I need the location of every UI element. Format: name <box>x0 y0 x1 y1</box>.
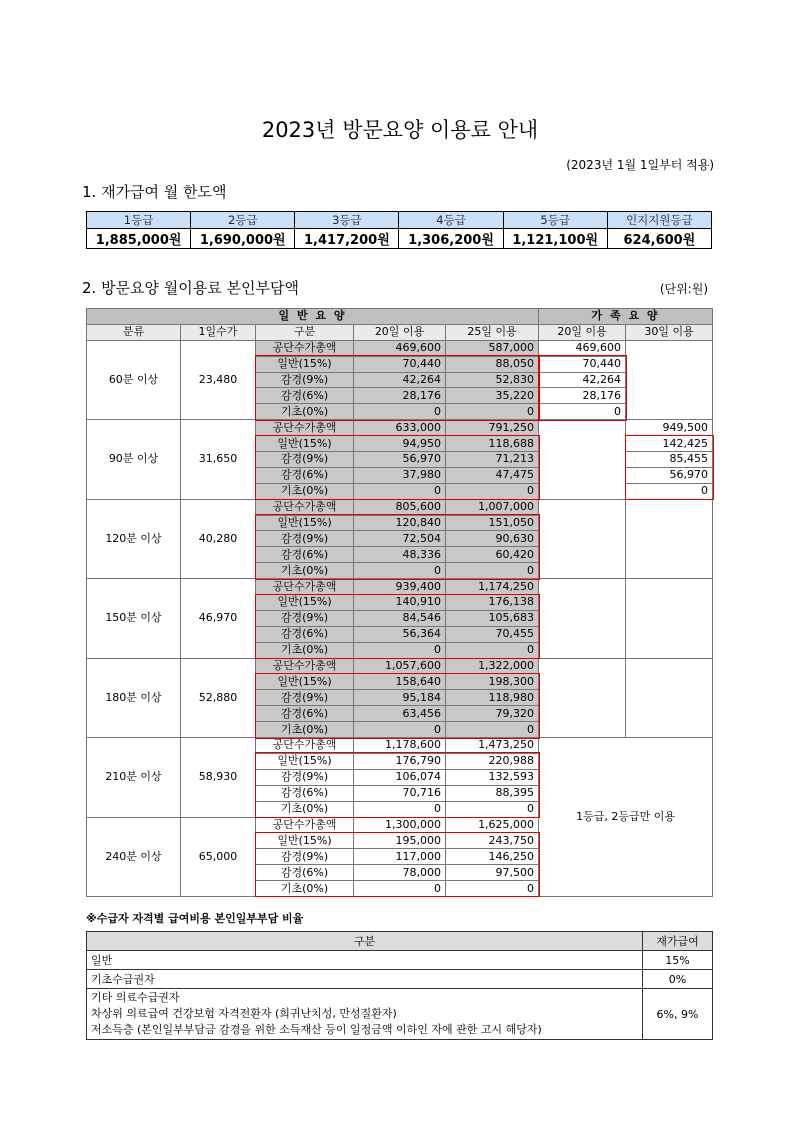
amount-25-days: 220,988 <box>446 753 539 769</box>
row-type-label: 감경(9%) <box>256 769 354 785</box>
col-header: 20일 이용 <box>539 324 626 340</box>
amount-20-days: 70,716 <box>354 785 446 801</box>
row-type-label: 공단수가총액 <box>256 420 354 436</box>
family-amount-30-days <box>626 563 713 579</box>
row-type-label: 감경(6%) <box>256 626 354 642</box>
amount-25-days: 587,000 <box>446 340 539 356</box>
amount-20-days: 120,840 <box>354 515 446 531</box>
amount-25-days: 198,300 <box>446 674 539 690</box>
family-amount-20-days <box>539 626 626 642</box>
limit-header-row <box>87 212 712 229</box>
fee-row <box>87 499 713 515</box>
daily-fee: 65,000 <box>181 817 256 896</box>
amount-20-days: 78,000 <box>354 865 446 881</box>
family-amount-20-days <box>539 706 626 722</box>
amount-20-days: 56,364 <box>354 626 446 642</box>
page-title: 2023년 방문요양 이용료 안내 <box>261 118 539 142</box>
row-type-label: 공단수가총액 <box>256 658 354 674</box>
amount-20-days: 48,336 <box>354 547 446 563</box>
row-type-label: 감경(9%) <box>256 610 354 626</box>
amount-20-days: 95,184 <box>354 690 446 706</box>
amount-25-days: 90,630 <box>446 531 539 547</box>
family-amount-30-days <box>626 626 713 642</box>
amount-20-days: 94,950 <box>354 436 446 452</box>
fee-header-row-2 <box>87 324 713 340</box>
grade-header: 5등급 <box>503 212 607 229</box>
amount-20-days: 72,504 <box>354 531 446 547</box>
ratio-header-row <box>87 932 713 951</box>
family-amount-20-days <box>539 595 626 611</box>
row-type-label: 기초(0%) <box>256 483 354 499</box>
ratio-row <box>87 951 713 970</box>
amount-25-days: 88,395 <box>446 785 539 801</box>
amount-25-days: 118,688 <box>446 436 539 452</box>
amount-25-days: 71,213 <box>446 452 539 468</box>
duration-label: 150분 이상 <box>87 579 181 658</box>
amount-25-days: 132,593 <box>446 769 539 785</box>
amount-20-days: 117,000 <box>354 849 446 865</box>
duration-label: 90분 이상 <box>87 420 181 499</box>
row-type-label: 공단수가총액 <box>256 499 354 515</box>
col-header: 25일 이용 <box>446 324 539 340</box>
family-amount-20-days <box>539 674 626 690</box>
amount-20-days: 469,600 <box>354 340 446 356</box>
family-amount-30-days: 0 <box>626 483 713 499</box>
family-amount-20-days <box>539 467 626 483</box>
amount-25-days: 105,683 <box>446 610 539 626</box>
amount-20-days: 1,300,000 <box>354 817 446 833</box>
amount-25-days: 0 <box>446 801 539 817</box>
grade-header: 3등급 <box>295 212 399 229</box>
row-type-label: 일반(15%) <box>256 515 354 531</box>
grade-header: 1등급 <box>87 212 191 229</box>
duration-label: 120분 이상 <box>87 499 181 578</box>
amount-20-days: 176,790 <box>354 753 446 769</box>
amount-25-days: 1,322,000 <box>446 658 539 674</box>
family-amount-30-days <box>626 531 713 547</box>
row-type-label: 공단수가총액 <box>256 340 354 356</box>
family-amount-20-days: 70,440 <box>539 356 626 372</box>
daily-fee: 46,970 <box>181 579 256 658</box>
amount-20-days: 56,970 <box>354 452 446 468</box>
family-amount-30-days <box>626 579 713 595</box>
limit-value: 1,885,000원 <box>87 229 191 249</box>
family-amount-30-days <box>626 499 713 515</box>
row-type-label: 일반(15%) <box>256 356 354 372</box>
amount-25-days: 176,138 <box>446 595 539 611</box>
section-1-title: 1. 재가급여 월 한도액 <box>82 183 227 201</box>
family-amount-30-days <box>626 372 713 388</box>
amount-20-days: 140,910 <box>354 595 446 611</box>
amount-25-days: 146,250 <box>446 849 539 865</box>
amount-20-days: 84,546 <box>354 610 446 626</box>
family-amount-30-days <box>626 595 713 611</box>
amount-20-days: 0 <box>354 563 446 579</box>
effective-date: (2023년 1월 1일부터 적용) <box>566 158 714 172</box>
amount-20-days: 0 <box>354 642 446 658</box>
family-amount-30-days <box>626 340 713 356</box>
unit-label: (단위:원) <box>659 282 708 296</box>
family-amount-30-days <box>626 547 713 563</box>
col-header: 1일수가 <box>181 324 256 340</box>
family-amount-30-days <box>626 690 713 706</box>
row-type-label: 감경(6%) <box>256 785 354 801</box>
daily-fee: 31,650 <box>181 420 256 499</box>
row-type-label: 감경(9%) <box>256 372 354 388</box>
family-care-header: 가 족 요 양 <box>539 309 713 325</box>
ratio-label-line: 기타 의료수급권자 <box>91 991 180 1004</box>
amount-20-days: 42,264 <box>354 372 446 388</box>
ratio-label <box>87 989 643 1040</box>
duration-label: 240분 이상 <box>87 817 181 896</box>
family-amount-20-days: 42,264 <box>539 372 626 388</box>
ratio-value: 0% <box>643 970 713 989</box>
family-amount-30-days <box>626 610 713 626</box>
grade-header: 2등급 <box>191 212 295 229</box>
limit-value: 1,417,200원 <box>295 229 399 249</box>
amount-25-days: 1,625,000 <box>446 817 539 833</box>
family-amount-20-days <box>539 642 626 658</box>
family-amount-20-days <box>539 531 626 547</box>
family-amount-30-days <box>626 515 713 531</box>
row-type-label: 감경(9%) <box>256 849 354 865</box>
family-amount-20-days <box>539 610 626 626</box>
amount-20-days: 70,440 <box>354 356 446 372</box>
amount-25-days: 1,174,250 <box>446 579 539 595</box>
family-amount-20-days: 0 <box>539 404 626 420</box>
family-amount-30-days <box>626 722 713 738</box>
amount-20-days: 939,400 <box>354 579 446 595</box>
daily-fee: 52,880 <box>181 658 256 737</box>
family-amount-30-days <box>626 404 713 420</box>
fee-row <box>87 420 713 436</box>
row-type-label: 기초(0%) <box>256 881 354 897</box>
ratio-label-line: 저소득층 (본인일부부담금 감경을 위한 소득재산 등이 일정금액 이하인 자에 관한 고시 해당자) <box>91 1023 542 1036</box>
family-care-note: 1등급, 2등급만 이용 <box>539 738 713 897</box>
amount-25-days: 0 <box>446 722 539 738</box>
row-type-label: 감경(6%) <box>256 467 354 483</box>
family-amount-30-days <box>626 388 713 404</box>
ratio-value: 15% <box>643 951 713 970</box>
family-amount-20-days <box>539 547 626 563</box>
row-type-label: 일반(15%) <box>256 436 354 452</box>
amount-20-days: 158,640 <box>354 674 446 690</box>
family-amount-30-days <box>626 674 713 690</box>
amount-25-days: 1,007,000 <box>446 499 539 515</box>
row-type-label: 감경(6%) <box>256 388 354 404</box>
row-type-label: 감경(9%) <box>256 690 354 706</box>
amount-20-days: 1,057,600 <box>354 658 446 674</box>
daily-fee: 23,480 <box>181 340 256 419</box>
row-type-label: 일반(15%) <box>256 833 354 849</box>
family-amount-30-days <box>626 658 713 674</box>
family-amount-30-days: 85,455 <box>626 452 713 468</box>
amount-20-days: 195,000 <box>354 833 446 849</box>
row-type-label: 일반(15%) <box>256 595 354 611</box>
row-type-label: 공단수가총액 <box>256 738 354 754</box>
ratio-label-line: 차상위 의료급여 건강보험 자격전환자 (희귀난치성, 만성질환자) <box>91 1007 397 1020</box>
fee-row <box>87 738 713 754</box>
note-title: ※수급자 자격별 급여비용 본인일부부담 비율 <box>86 912 304 925</box>
fee-row <box>87 340 713 356</box>
family-amount-30-days <box>626 356 713 372</box>
duration-label: 210분 이상 <box>87 738 181 817</box>
amount-25-days: 0 <box>446 483 539 499</box>
limit-value: 624,600원 <box>607 229 711 249</box>
limit-value: 1,306,200원 <box>399 229 503 249</box>
row-type-label: 공단수가총액 <box>256 817 354 833</box>
family-amount-30-days: 56,970 <box>626 467 713 483</box>
amount-25-days: 47,475 <box>446 467 539 483</box>
row-type-label: 일반(15%) <box>256 753 354 769</box>
limit-value-row <box>87 229 712 249</box>
family-amount-20-days <box>539 563 626 579</box>
limit-value: 1,690,000원 <box>191 229 295 249</box>
family-amount-30-days: 142,425 <box>626 436 713 452</box>
row-type-label: 기초(0%) <box>256 563 354 579</box>
family-amount-30-days <box>626 642 713 658</box>
family-amount-20-days <box>539 515 626 531</box>
col-header: 20일 이용 <box>354 324 446 340</box>
row-type-label: 공단수가총액 <box>256 579 354 595</box>
section-2-title: 2. 방문요양 월이용료 본인부담액 <box>82 279 299 297</box>
amount-25-days: 60,420 <box>446 547 539 563</box>
amount-20-days: 1,178,600 <box>354 738 446 754</box>
amount-25-days: 70,455 <box>446 626 539 642</box>
amount-20-days: 63,456 <box>354 706 446 722</box>
ratio-row <box>87 970 713 989</box>
copay-ratio-table <box>86 931 713 1040</box>
family-amount-20-days: 469,600 <box>539 340 626 356</box>
family-amount-20-days <box>539 483 626 499</box>
amount-25-days: 151,050 <box>446 515 539 531</box>
amount-25-days: 88,050 <box>446 356 539 372</box>
amount-20-days: 0 <box>354 483 446 499</box>
amount-20-days: 28,176 <box>354 388 446 404</box>
amount-20-days: 0 <box>354 881 446 897</box>
ratio-header-right: 재가급여 <box>643 932 713 951</box>
family-amount-20-days <box>539 452 626 468</box>
fee-row <box>87 579 713 595</box>
family-amount-30-days: 949,500 <box>626 420 713 436</box>
family-amount-20-days <box>539 420 626 436</box>
amount-25-days: 97,500 <box>446 865 539 881</box>
family-amount-20-days <box>539 658 626 674</box>
daily-fee: 40,280 <box>181 499 256 578</box>
col-header: 분류 <box>87 324 181 340</box>
ratio-label: 기초수급권자 <box>87 970 643 989</box>
amount-25-days: 1,473,250 <box>446 738 539 754</box>
row-type-label: 감경(6%) <box>256 547 354 563</box>
amount-20-days: 805,600 <box>354 499 446 515</box>
grade-header: 인지지원등급 <box>607 212 711 229</box>
daily-fee: 58,930 <box>181 738 256 817</box>
col-header: 30일 이용 <box>626 324 713 340</box>
amount-25-days: 35,220 <box>446 388 539 404</box>
amount-20-days: 0 <box>354 801 446 817</box>
row-type-label: 감경(6%) <box>256 706 354 722</box>
family-amount-20-days <box>539 690 626 706</box>
family-amount-30-days <box>626 706 713 722</box>
limit-value: 1,121,100원 <box>503 229 607 249</box>
col-header: 구분 <box>256 324 354 340</box>
amount-25-days: 52,830 <box>446 372 539 388</box>
family-amount-20-days: 28,176 <box>539 388 626 404</box>
row-type-label: 감경(9%) <box>256 531 354 547</box>
row-type-label: 기초(0%) <box>256 642 354 658</box>
duration-label: 60분 이상 <box>87 340 181 419</box>
amount-25-days: 118,980 <box>446 690 539 706</box>
amount-20-days: 633,000 <box>354 420 446 436</box>
amount-25-days: 0 <box>446 642 539 658</box>
family-amount-20-days <box>539 499 626 515</box>
amount-25-days: 243,750 <box>446 833 539 849</box>
row-type-label: 기초(0%) <box>256 801 354 817</box>
row-type-label: 기초(0%) <box>256 404 354 420</box>
amount-25-days: 0 <box>446 404 539 420</box>
row-type-label: 감경(6%) <box>256 865 354 881</box>
amount-25-days: 79,320 <box>446 706 539 722</box>
family-amount-20-days <box>539 722 626 738</box>
amount-20-days: 0 <box>354 404 446 420</box>
ratio-row <box>87 989 713 1040</box>
fee-row <box>87 658 713 674</box>
ratio-value: 6%, 9% <box>643 989 713 1040</box>
row-type-label: 감경(9%) <box>256 452 354 468</box>
row-type-label: 일반(15%) <box>256 674 354 690</box>
amount-25-days: 0 <box>446 563 539 579</box>
row-type-label: 기초(0%) <box>256 722 354 738</box>
family-amount-20-days <box>539 436 626 452</box>
general-care-header: 일 반 요 양 <box>87 309 539 325</box>
visit-care-fee-table <box>86 308 713 897</box>
grade-header: 4등급 <box>399 212 503 229</box>
ratio-header-left: 구분 <box>87 932 643 951</box>
amount-20-days: 0 <box>354 722 446 738</box>
fee-header-row-1 <box>87 309 713 325</box>
amount-25-days: 0 <box>446 881 539 897</box>
family-amount-20-days <box>539 579 626 595</box>
monthly-limit-table <box>86 211 712 249</box>
duration-label: 180분 이상 <box>87 658 181 737</box>
ratio-label: 일반 <box>87 951 643 970</box>
amount-20-days: 37,980 <box>354 467 446 483</box>
amount-25-days: 791,250 <box>446 420 539 436</box>
amount-20-days: 106,074 <box>354 769 446 785</box>
